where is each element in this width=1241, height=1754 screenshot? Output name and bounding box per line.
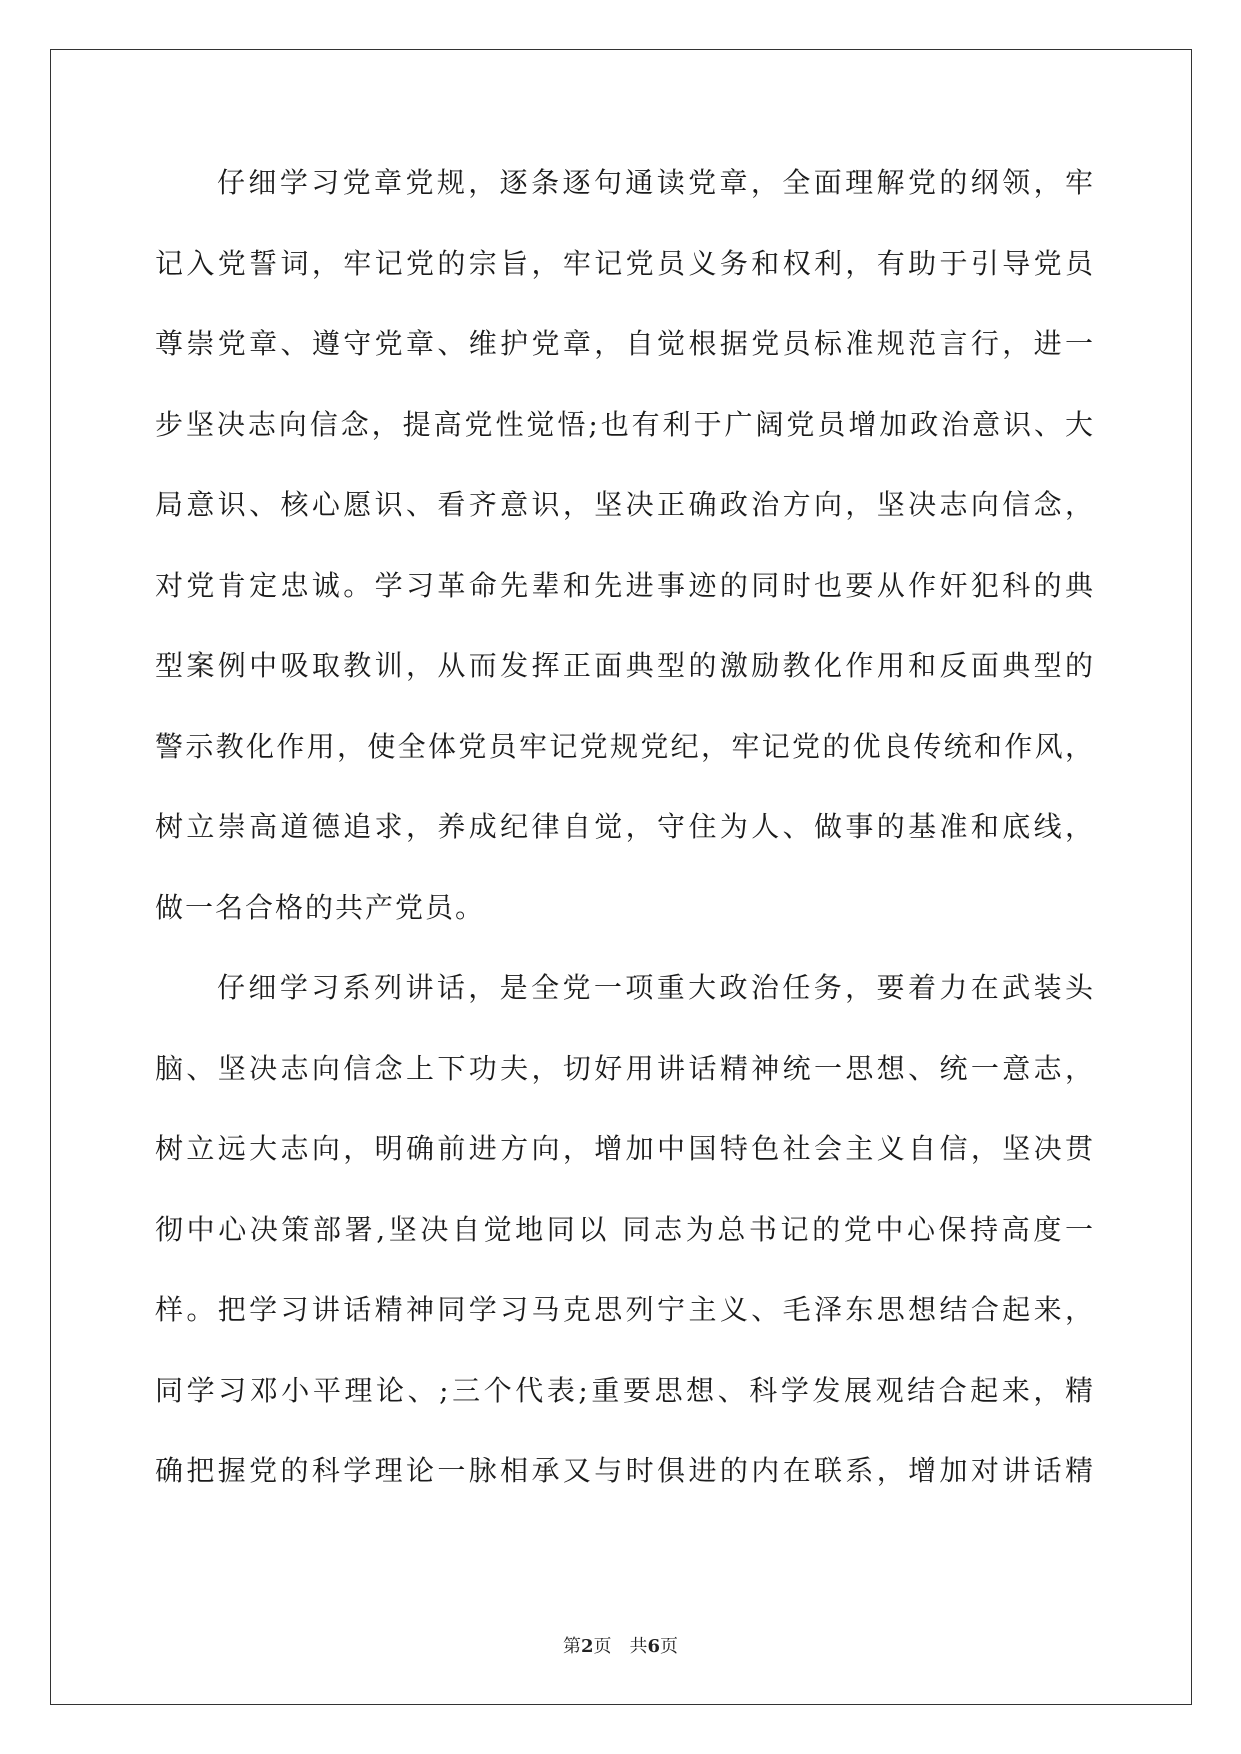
footer-total-suffix: 页 (660, 1636, 679, 1657)
text-line: 仔细学习党章党规，逐条逐句通读党章，全面理解党的纲领，牢 (217, 166, 1095, 199)
text-line: 树立崇高道德追求，养成纪律自觉，守住为人、做事的基准和底线， (155, 810, 1095, 843)
total-page-number: 6 (647, 1636, 661, 1657)
text-line: 样。把学习讲话精神同学习马克思列宁主义、毛泽东思想结合起来， (155, 1293, 1095, 1326)
text-line: 做一名合格的共产党员。 (155, 890, 486, 924)
text-line: 记入党誓词，牢记党的宗旨，牢记党员义务和权利，有助于引导党员 (155, 246, 1095, 280)
text-line: 确把握党的科学理论一脉相承又与时俱进的内在联系，增加对讲话精 (155, 1454, 1095, 1487)
text-line: 型案例中吸取教训，从而发挥正面典型的激励教化作用和反面典型的 (155, 649, 1095, 682)
text-line: 警示教化作用，使全体党员牢记党规党纪，牢记党的优良传统和作风， (155, 729, 1095, 763)
page-footer (0, 1632, 1241, 1658)
current-page-number: 2 (580, 1636, 594, 1657)
footer-total-prefix: 共 (629, 1636, 648, 1657)
text-line: 对党肯定忠诚。学习革命先辈和先进事迹的同时也要从作奸犯科的典 (155, 568, 1095, 602)
text-line: 彻中心决策部署,坚决自觉地同以 同志为总书记的党中心保持高度一 (155, 1212, 1095, 1246)
text-line: 步坚决志向信念，提高党性觉悟;也有利于广阔党员增加政治意识、大 (155, 407, 1095, 441)
footer-page-suffix: 页 (593, 1636, 612, 1657)
text-line: 树立远大志向，明确前进方向，增加中国特色社会主义自信，坚决贯 (155, 1132, 1095, 1165)
text-line: 脑、坚决志向信念上下功夫，切好用讲话精神统一思想、统一意志， (155, 1051, 1095, 1085)
footer-prefix: 第 (562, 1636, 581, 1657)
text-line: 同学习邓小平理论、;三个代表;重要思想、科学发展观结合起来，精 (155, 1373, 1095, 1407)
document-body (155, 163, 1095, 1532)
text-line: 仔细学习系列讲话，是全党一项重大政治任务，要着力在武装头 (217, 971, 1095, 1004)
text-line: 局意识、核心愿识、看齐意识，坚决正确政治方向，坚决志向信念， (155, 488, 1095, 521)
text-line: 尊崇党章、遵守党章、维护党章，自觉根据党员标准规范言行，进一 (155, 327, 1095, 360)
